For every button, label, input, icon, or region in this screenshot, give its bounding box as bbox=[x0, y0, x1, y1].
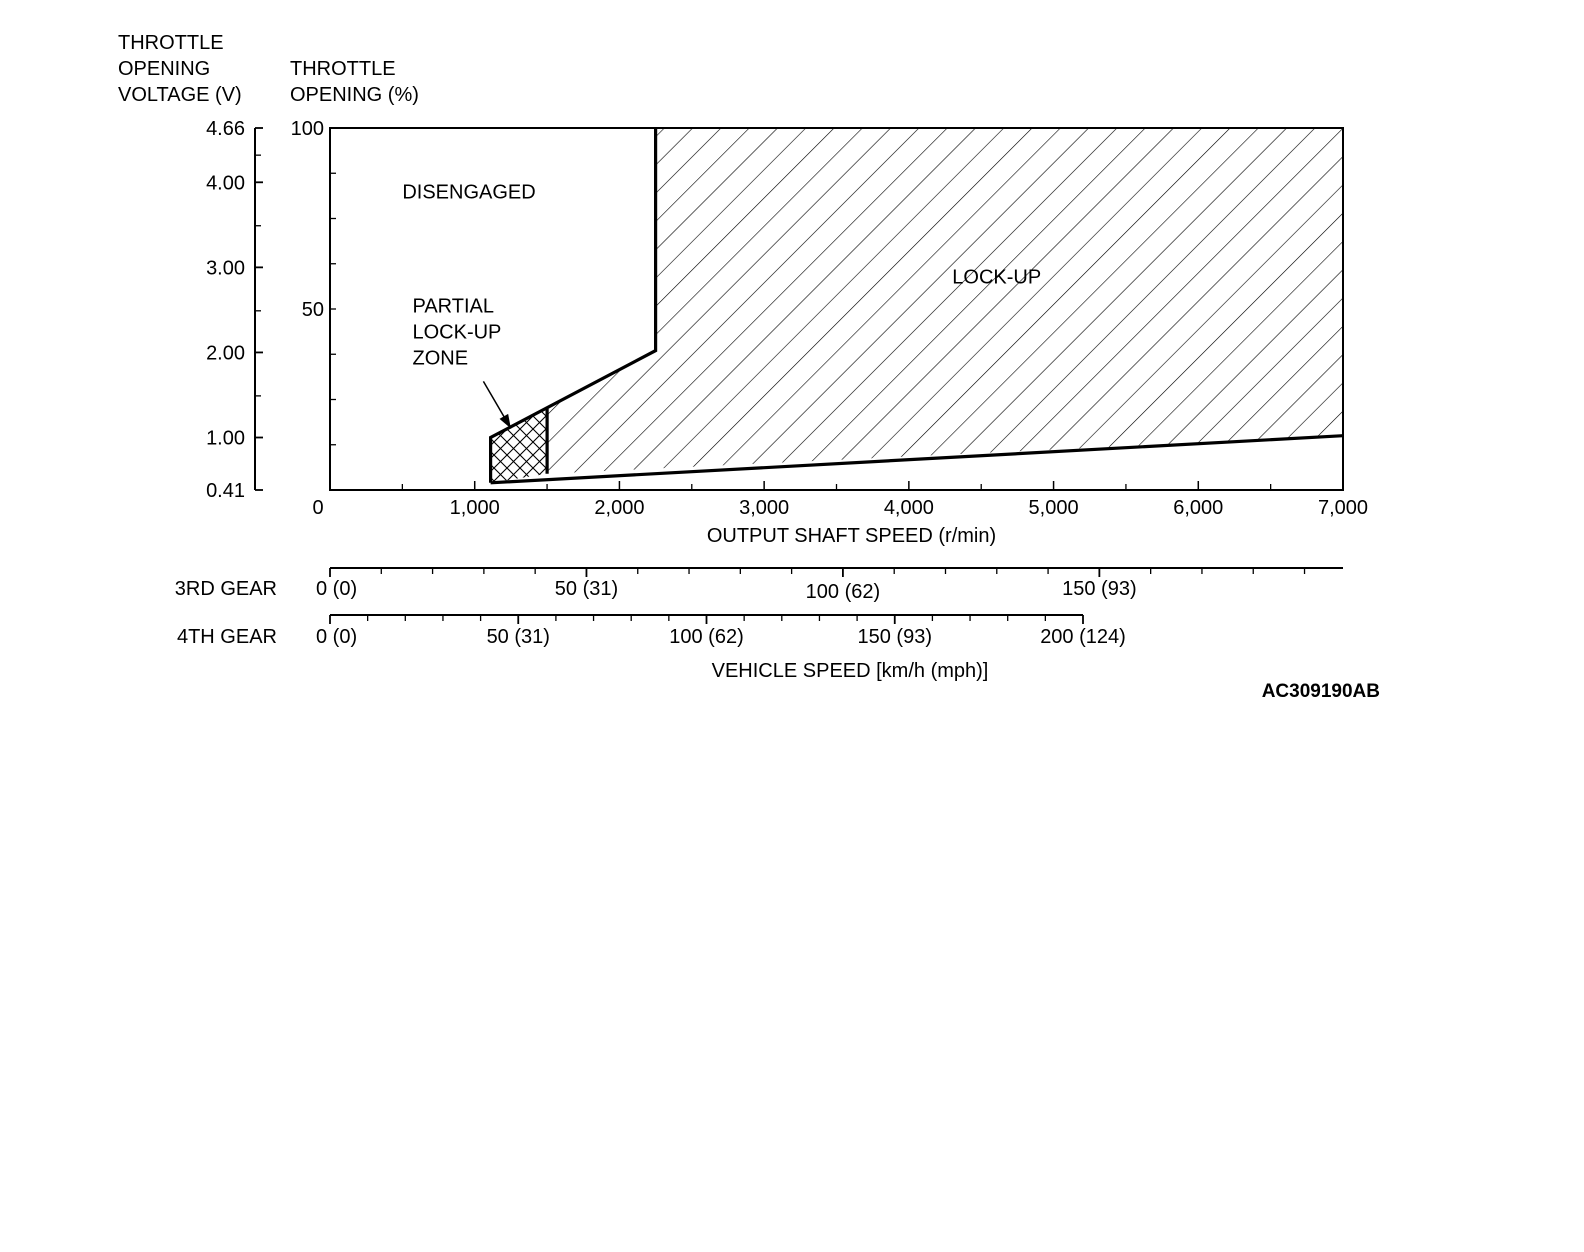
annotation-partial: LOCK-UP bbox=[412, 321, 502, 344]
voltage-tick-label: 2.00 bbox=[206, 342, 245, 365]
x-tick-label: 1,000 bbox=[449, 497, 500, 519]
voltage-axis-title: THROTTLE bbox=[118, 32, 224, 54]
voltage-tick-label: 4.00 bbox=[206, 172, 245, 195]
x-tick-label: 7,000 bbox=[1317, 497, 1369, 519]
voltage-tick-label: 0.41 bbox=[206, 480, 245, 502]
voltage-axis-title: OPENING bbox=[118, 58, 211, 80]
partial-zone-arrow-head bbox=[500, 414, 511, 429]
voltage-axis-title: VOLTAGE (V) bbox=[118, 84, 242, 106]
region-partial-lock-up-zone bbox=[491, 409, 547, 483]
gear-tick-label: 150 (93) bbox=[857, 626, 932, 648]
y-axis-title: THROTTLE bbox=[290, 58, 396, 80]
gear-tick-label: 50 (31) bbox=[486, 626, 550, 648]
figure-id: AC309190AB bbox=[1261, 681, 1380, 702]
annotation-lockup: LOCK-UP bbox=[952, 266, 1042, 289]
voltage-tick-label: 1.00 bbox=[206, 427, 245, 450]
gear-tick-label: 100 (62) bbox=[805, 581, 881, 603]
voltage-tick-label: 3.00 bbox=[206, 257, 245, 280]
gear-tick-label: 0 (0) bbox=[316, 626, 358, 648]
x-tick-label: 0 bbox=[312, 497, 324, 519]
voltage-tick-label: 4.66 bbox=[206, 118, 245, 140]
vehicle-speed-scales bbox=[175, 568, 1380, 702]
annotation-partial: ZONE bbox=[412, 347, 469, 370]
chart-regions bbox=[491, 128, 1343, 483]
gear-name-4th-gear: 4TH GEAR bbox=[176, 626, 277, 648]
annotation-disengaged: DISENGAGED bbox=[402, 181, 536, 204]
x-tick-label: 6,000 bbox=[1173, 497, 1224, 519]
gear-name-3rd-gear: 3RD GEAR bbox=[174, 578, 277, 600]
annotation-partial: PARTIAL bbox=[412, 295, 495, 318]
x-tick-label: 4,000 bbox=[883, 497, 934, 519]
gear-tick-label: 200 (124) bbox=[1040, 626, 1126, 648]
x-tick-label: 2,000 bbox=[594, 497, 645, 519]
y-axis-title: OPENING (%) bbox=[290, 84, 419, 106]
gear-tick-label: 50 (31) bbox=[554, 578, 619, 600]
x-axis-title: OUTPUT SHAFT SPEED (r/min) bbox=[706, 525, 997, 547]
gear-tick-label: 100 (62) bbox=[669, 626, 744, 648]
x-tick-label: 5,000 bbox=[1028, 497, 1079, 519]
gear-tick-label: 150 (93) bbox=[1062, 578, 1137, 600]
x-tick-label: 3,000 bbox=[739, 497, 790, 519]
vehicle-speed-title: VEHICLE SPEED [km/h (mph)] bbox=[711, 660, 989, 682]
gear-tick-label: 0 (0) bbox=[316, 578, 358, 600]
y-tick-label: 50 bbox=[301, 299, 324, 321]
y-tick-label: 100 bbox=[290, 118, 324, 140]
region-lock-up bbox=[547, 128, 1343, 474]
